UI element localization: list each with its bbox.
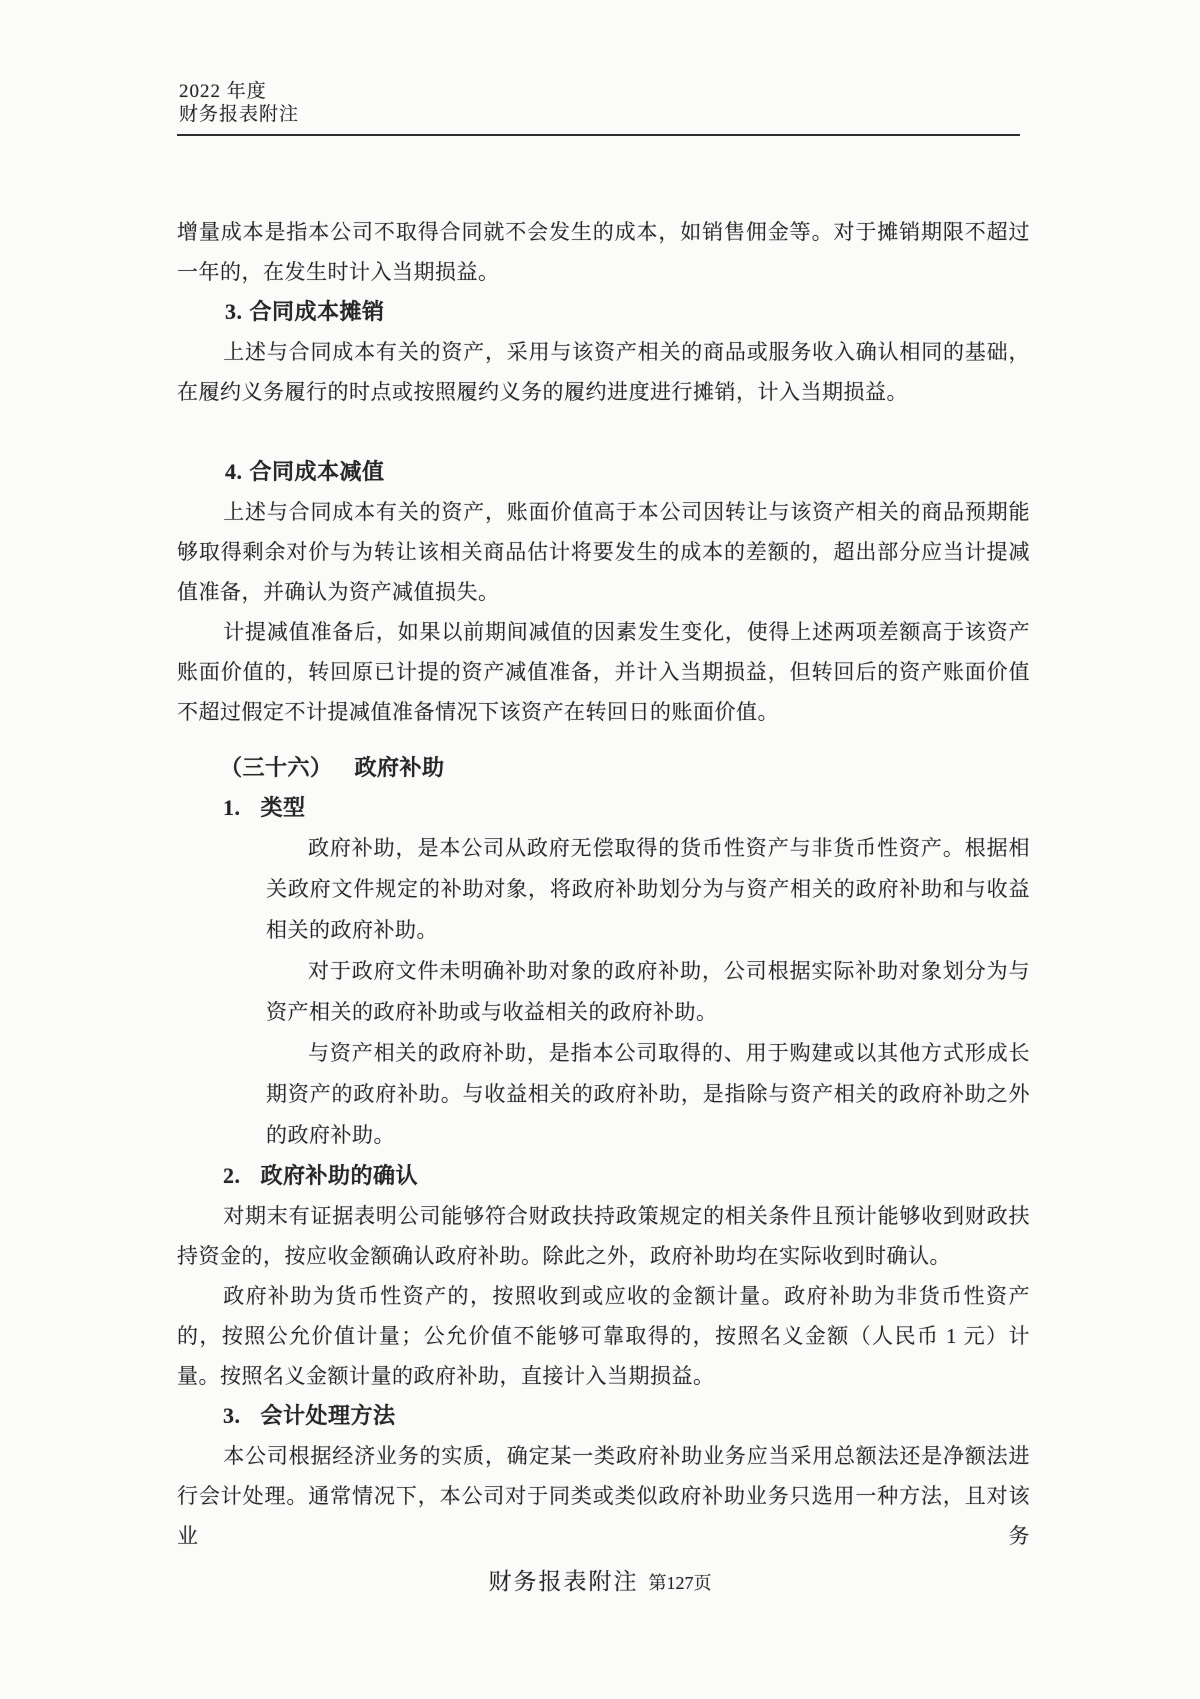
- heading-title: 合同成本摊销: [249, 299, 385, 324]
- paragraph-grant-types-1: 政府补助，是本公司从政府无偿取得的货币性资产与非货币性资产。根据相关政府文件规定的补助对象，将政府补助划分为与资产相关的政府补助和与收益相关的政府补助。: [266, 836, 1030, 942]
- paragraph-amortization: 上述与合同成本有关的资产，采用与该资产相关的商品或服务收入确认相同的基础，在履约义务履行的时点或按照履约义务的履约进度进行摊销，计入当期损益。: [177, 340, 1030, 404]
- document-body: [177, 212, 1030, 1556]
- heading-number: 3.: [225, 299, 243, 324]
- paragraph-impairment-1: 上述与合同成本有关的资产，账面价值高于本公司因转让与该资产相关的商品预期能够取得剩余对价与为转让该相关商品估计将要发生的成本的差额的，超出部分应当计提减值准备，并确认为资产减值损失。: [177, 500, 1030, 604]
- header-year-line: 2022 年度: [179, 81, 267, 102]
- paragraph-grant-types-3: 与资产相关的政府补助，是指本公司取得的、用于购建或以其他方式形成长期资产的政府补助。与收益相关的政府补助，是指除与资产相关的政府补助之外的政府补助。: [266, 1041, 1030, 1147]
- paragraph-accounting-method: 本公司根据经济业务的实质，确定某一类政府补助业务应当采用总额法还是净额法进行会计处理。通常情况下，本公司对于同类或类似政府补助业务只选用一种方法，且对该业务: [177, 1444, 1030, 1548]
- heading-title: 类型: [260, 795, 306, 820]
- heading-contract-cost-impairment: [177, 452, 1030, 492]
- section-number: （三十六）: [220, 755, 333, 780]
- paragraph-recognition-2: 政府补助为货币性资产的，按照收到或应收的金额计量。政府补助为非货币性资产的，按照公允价值计量；公允价值不能够可靠取得的，按照名义金额（人民币 1 元）计量。按照名义金额计量的政府补助，直接计入当期损益。: [177, 1284, 1030, 1388]
- heading-number: 2.: [223, 1163, 241, 1188]
- blank-line: [177, 412, 1030, 452]
- heading-section-36-government-grants: [177, 748, 1030, 788]
- header-rule: [177, 134, 1020, 136]
- heading-grant-recognition: [177, 1156, 1030, 1196]
- paragraph-carryover: 增量成本是指本公司不取得合同就不会发生的成本，如销售佣金等。对于摊销期限不超过一年的，在发生时计入当期损益。: [177, 220, 1030, 284]
- heading-title: 合同成本减值: [249, 459, 385, 484]
- heading-title: 会计处理方法: [260, 1403, 396, 1428]
- heading-number: 1.: [223, 795, 241, 820]
- heading-number: 4.: [225, 459, 243, 484]
- heading-accounting-method: [177, 1396, 1030, 1436]
- footer-page-number: 第127页: [648, 1573, 712, 1593]
- page-footer: [0, 1563, 1200, 1596]
- heading-contract-cost-amortization: [177, 292, 1030, 332]
- grant-types-block: [177, 828, 1030, 1156]
- section-title: 政府补助: [354, 755, 445, 780]
- heading-grant-types: [177, 788, 1030, 828]
- paragraph-recognition-1: 对期末有证据表明公司能够符合财政扶持政策规定的相关条件且预计能够收到财政扶持资金的，按应收金额确认政府补助。除此之外，政府补助均在实际收到时确认。: [177, 1204, 1030, 1268]
- header-doc-line: 财务报表附注: [179, 104, 300, 125]
- paragraph-grant-types-2: 对于政府文件未明确补助对象的政府补助，公司根据实际补助对象划分为与资产相关的政府补助或与收益相关的政府补助。: [266, 959, 1030, 1024]
- heading-title: 政府补助的确认: [260, 1163, 419, 1188]
- footer-doc-title: 财务报表附注: [488, 1569, 639, 1594]
- page-header: [179, 80, 299, 126]
- paragraph-impairment-2: 计提减值准备后，如果以前期间减值的因素发生变化，使得上述两项差额高于该资产账面价值的，转回原已计提的资产减值准备，并计入当期损益，但转回后的资产账面价值不超过假定不计提减值准备情况下该资产在转回日的账面价值。: [177, 620, 1030, 724]
- heading-number: 3.: [223, 1403, 241, 1428]
